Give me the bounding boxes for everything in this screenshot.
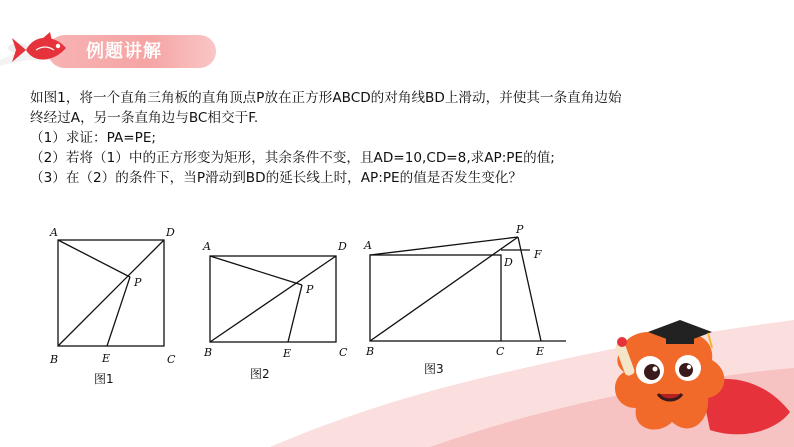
figure-2: [210, 256, 336, 342]
fig2-label-b: B: [204, 346, 213, 359]
question-1: （1）求证：PA=PE;: [30, 130, 157, 146]
fig3-caption: 图3: [424, 362, 444, 376]
problem-line-1: 如图1，将一个直角三角板的直角顶点P放在正方形ABCD的对角线BD上滑动，并使其一条直角边始: [30, 90, 622, 106]
problem-line-2: 终经过A，另一条直角边与BC相交于F.: [30, 110, 259, 126]
fig2-label-e: E: [283, 347, 292, 360]
fig2-label-d: D: [338, 240, 347, 253]
fig1-label-a: A: [50, 226, 58, 239]
fig1-label-p: P: [134, 276, 142, 289]
fig3-label-c: C: [496, 345, 505, 358]
fig3-label-a: A: [364, 239, 372, 252]
question-3: （3）在（2）的条件下，当P滑动到BD的延长线上时，AP:PE的值是否发生变化？: [30, 170, 522, 186]
fig2-label-p: P: [306, 283, 314, 296]
fig1-caption: 图1: [94, 372, 114, 386]
fig1-label-c: C: [167, 353, 176, 366]
fig2-label-a: A: [203, 240, 211, 253]
fig1-label-d: D: [166, 226, 175, 239]
fig1-label-e: E: [102, 352, 111, 365]
fig3-label-b: B: [366, 345, 375, 358]
fig3-label-p: P: [516, 223, 524, 236]
section-title: 例题讲解: [86, 41, 162, 62]
fig3-label-d: D: [504, 256, 513, 269]
fig2-caption: 图2: [250, 367, 270, 381]
star-mascot-icon: [580, 312, 794, 447]
question-2: （2）若将（1）中的正方形变为矩形，其余条件不变，且AD=10,CD=8,求AP:PE的值;: [30, 150, 555, 166]
fig3-label-e: E: [536, 345, 545, 358]
fig2-label-c: C: [339, 346, 348, 359]
figure-1: [58, 240, 164, 346]
fig3-label-f: F: [534, 248, 542, 261]
fig1-label-b: B: [50, 353, 59, 366]
